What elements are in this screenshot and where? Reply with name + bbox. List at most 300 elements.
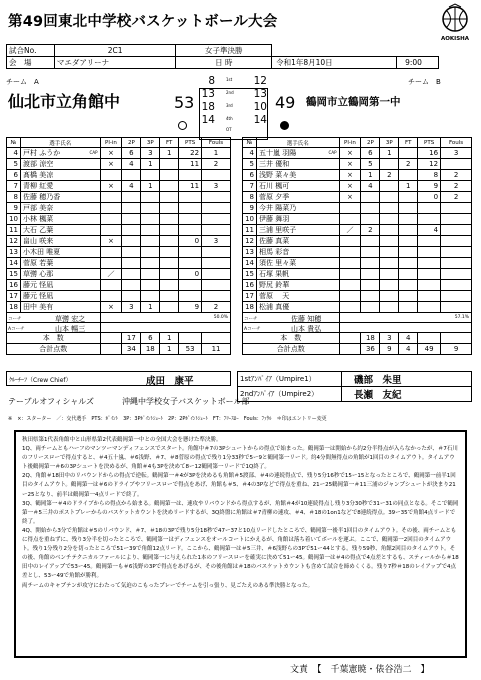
player-2p (361, 236, 380, 247)
venue: マエダアリーナ (54, 57, 176, 69)
player-name-cell (20, 170, 100, 181)
player-fouls (441, 203, 472, 214)
player-3p (380, 258, 399, 269)
header-ft: FT (399, 138, 418, 148)
player-3p (141, 247, 160, 258)
player-name: 石塚 果帆 (258, 270, 290, 278)
player-name: 三井 優和 (258, 160, 290, 168)
player-2p (122, 192, 141, 203)
player-name: 佐藤 真菜 (258, 237, 290, 245)
match-time: 9:00 (405, 58, 422, 67)
player-play-in (100, 192, 122, 203)
coach-label: コーチ (244, 316, 258, 322)
player-row (243, 225, 472, 236)
umpire1: 磯部 朱里 (342, 372, 472, 387)
player-pts (418, 269, 441, 280)
made-row (243, 333, 472, 344)
umpire2: 長瀬 友紀 (342, 387, 472, 402)
player-fouls (441, 302, 472, 313)
player-play-in (339, 214, 361, 225)
player-2p (122, 247, 141, 258)
player-no: 5 (7, 159, 21, 170)
player-row (7, 159, 231, 170)
player-row (7, 225, 231, 236)
stats-header-row (243, 138, 472, 148)
player-row (243, 258, 472, 269)
quarter-row (198, 88, 268, 101)
player-name-cell (256, 192, 339, 203)
player-2p: 4 (122, 181, 141, 192)
player-pts (179, 247, 202, 258)
datetime-label: 日 時 (176, 57, 272, 69)
player-name-cell (256, 269, 339, 280)
crew-chief-box (6, 371, 231, 386)
player-3p (380, 225, 399, 236)
game-report (14, 430, 467, 658)
player-row (243, 280, 472, 291)
player-name: 三浦 里咲子 (258, 226, 297, 234)
player-2p: 4 (122, 159, 141, 170)
player-no: 13 (7, 247, 21, 258)
player-3p: 2 (380, 170, 399, 181)
player-row (243, 170, 472, 181)
player-2p (122, 236, 141, 247)
player-3p (141, 280, 160, 291)
player-fouls (202, 291, 231, 302)
player-pts (179, 291, 202, 302)
player-name: 草彅 心那 (22, 270, 54, 278)
crew-chief: 成田 康平 (146, 376, 194, 387)
player-play-in: × (100, 148, 122, 159)
player-fouls (441, 258, 472, 269)
coach-a: 草彅 宏之 (55, 314, 86, 323)
quarter-row (198, 127, 268, 137)
quarter-a-score: 8 (208, 75, 215, 87)
player-no: 9 (243, 203, 257, 214)
player-2p (122, 225, 141, 236)
match-category: 女子準決勝 (176, 45, 272, 57)
player-ft (399, 192, 418, 203)
player-pts: 0 (179, 236, 202, 247)
player-play-in: × (339, 148, 361, 159)
player-3p (380, 181, 399, 192)
player-no: 13 (243, 247, 257, 258)
quarter-a-score: 13 (201, 88, 215, 100)
player-name: 髙橋 美凉 (22, 171, 54, 179)
made-a-ft: 1 (160, 333, 179, 344)
player-fouls (441, 280, 472, 291)
player-name: 菅原 天 (258, 292, 290, 300)
player-play-in (339, 203, 361, 214)
player-pts (179, 170, 202, 181)
legend-note: ※ ×：スターター ／：交代選手 PTS：ﾎﾟｲﾝﾄ 3P：3Pﾎﾟｲﾝﾄｼｭｰﾄ 2P：2Pﾎﾟｲﾝﾄｼｭｰﾄ FT：ﾌﾘｰｽﾛｰ Fouls：ﾌｧｳﾙ ＊印はエントリー変更 (8, 416, 327, 422)
player-name: 佐藤 穂乃香 (22, 193, 61, 201)
player-ft: 2 (399, 159, 418, 170)
player-play-in (100, 214, 122, 225)
player-name: 戸部 美奈 (22, 204, 54, 212)
player-play-in (339, 269, 361, 280)
player-row (7, 247, 231, 258)
player-2p (122, 258, 141, 269)
header-name: 選手氏名 (20, 138, 100, 148)
quarter-scores (198, 75, 268, 137)
player-no: 6 (243, 170, 257, 181)
player-name-cell (20, 247, 100, 258)
player-ft (160, 192, 179, 203)
total-row (243, 344, 472, 355)
player-pts (418, 291, 441, 302)
player-ft (399, 148, 418, 159)
total-a-pts: 53 (179, 344, 202, 355)
player-ft (160, 236, 179, 247)
player-name-cell (256, 181, 339, 192)
player-name-cell (256, 236, 339, 247)
player-name-cell (256, 170, 339, 181)
player-name-cell (256, 302, 339, 313)
player-fouls (202, 170, 231, 181)
player-3p (141, 170, 160, 181)
player-name: 須佐 里々菜 (258, 259, 297, 267)
player-3p (141, 203, 160, 214)
player-2p (122, 291, 141, 302)
player-fouls (202, 225, 231, 236)
player-2p (361, 258, 380, 269)
player-ft (160, 225, 179, 236)
player-no: 6 (7, 170, 21, 181)
player-name-cell (256, 247, 339, 258)
player-3p (380, 247, 399, 258)
player-2p (361, 192, 380, 203)
player-2p (361, 291, 380, 302)
header-pin: Pl-in (339, 138, 361, 148)
player-3p (380, 159, 399, 170)
player-2p (361, 203, 380, 214)
team-b-name: 鶴岡市立鶴岡第一中 (306, 96, 401, 108)
player-ft (399, 203, 418, 214)
player-row (243, 181, 472, 192)
player-ft (399, 280, 418, 291)
player-play-in (339, 302, 361, 313)
player-ft (399, 225, 418, 236)
match-date: 令和1年8月10日 (272, 57, 397, 68)
player-fouls (202, 214, 231, 225)
total-b-2p: 36 (361, 344, 380, 355)
table-officials: 沖縄中学校女子バスケットボール部 (122, 397, 250, 406)
player-2p (361, 269, 380, 280)
team-b-stats-table (242, 137, 472, 355)
player-name-cell (20, 203, 100, 214)
player-pts: 9 (418, 181, 441, 192)
team-b-score: 49 (275, 93, 296, 112)
player-3p (141, 291, 160, 302)
player-row (7, 203, 231, 214)
header-3p: 3P (380, 138, 399, 148)
player-name-cell (20, 236, 100, 247)
venue-label: 会 場 (7, 57, 55, 69)
player-pts (179, 258, 202, 269)
player-play-in (339, 236, 361, 247)
player-3p (380, 214, 399, 225)
player-name: 五十嵐 羽陽 (258, 149, 297, 157)
player-name: 小林 楓菜 (22, 215, 54, 223)
player-name: 伊藤 舞羽 (258, 215, 290, 223)
player-no: 17 (7, 291, 21, 302)
player-no: 11 (243, 225, 257, 236)
umpire2-label: 2ndｱﾝﾊﾟｲｱ（Umpire2） (238, 387, 342, 402)
header-pts: PTS (179, 138, 202, 148)
player-pts (418, 214, 441, 225)
player-no: 9 (7, 203, 21, 214)
player-name: 藤元 怪凪 (22, 281, 54, 289)
player-fouls: 1 (202, 148, 231, 159)
player-pts (179, 280, 202, 291)
player-2p: 3 (122, 302, 141, 313)
header-name: 選手氏名 (256, 138, 339, 148)
page-title: 第49回東北中学校バスケットボール大会 (8, 14, 278, 30)
made-a-2p: 17 (122, 333, 141, 344)
player-2p (361, 247, 380, 258)
team-a-score: 53 (174, 93, 195, 112)
player-name-cell (20, 148, 100, 159)
player-row (7, 258, 231, 269)
player-play-in (100, 247, 122, 258)
player-name-cell (20, 302, 100, 313)
player-name: 小木田 唯夏 (22, 248, 61, 256)
coach-a-pct: 50.0% (100, 313, 231, 323)
player-fouls: 2 (441, 170, 472, 181)
player-pts: 11 (179, 181, 202, 192)
match-no: 2C1 (54, 45, 176, 57)
report-paragraph: 両チームのキャプテンが攻守にわたって気迫のこもったプレーでチームを引っ張り、見ごたえのある準決勝となった。 (22, 582, 314, 589)
player-pts (179, 203, 202, 214)
player-2p (122, 280, 141, 291)
player-no: 15 (243, 269, 257, 280)
player-fouls (202, 280, 231, 291)
quarter-row (198, 114, 268, 127)
player-no: 4 (7, 148, 21, 159)
player-play-in: × (339, 192, 361, 203)
player-pts: 0 (418, 192, 441, 203)
header-no: № (243, 138, 257, 148)
player-play-in (100, 291, 122, 302)
player-ft (399, 269, 418, 280)
team-a-label: チーム A (6, 78, 39, 86)
player-ft (160, 170, 179, 181)
player-2p (122, 214, 141, 225)
player-fouls (441, 269, 472, 280)
player-name: 菅原 夕季 (258, 193, 290, 201)
player-ft (399, 291, 418, 302)
player-no: 14 (243, 258, 257, 269)
player-3p (141, 225, 160, 236)
header-2p: 2P (122, 138, 141, 148)
team-b-marker-icon (280, 121, 289, 130)
coach-b: 佐藤 知穂 (291, 314, 322, 323)
player-pts: 8 (418, 170, 441, 181)
player-fouls (441, 291, 472, 302)
player-row (7, 181, 231, 192)
player-row (243, 214, 472, 225)
player-no: 18 (243, 302, 257, 313)
player-play-in: × (339, 170, 361, 181)
player-no: 18 (7, 302, 21, 313)
player-pts (179, 192, 202, 203)
player-name: 戸村 ふうか (22, 149, 61, 157)
player-row (7, 302, 231, 313)
player-play-in (339, 247, 361, 258)
player-2p: 6 (122, 148, 141, 159)
player-name-cell (20, 280, 100, 291)
player-no: 12 (243, 236, 257, 247)
made-b-2p: 18 (361, 333, 380, 344)
player-pts: 16 (418, 148, 441, 159)
player-ft (160, 203, 179, 214)
player-name: 青柳 紅愛 (22, 182, 54, 190)
player-2p (361, 214, 380, 225)
umpire1-label: 1stｱﾝﾊﾟｲｱ（Umpire1） (238, 372, 342, 387)
player-name-cell (20, 159, 100, 170)
made-label: 本 数 (243, 333, 340, 344)
player-ft (160, 181, 179, 192)
player-play-in: ／ (100, 269, 122, 280)
player-3p: 3 (141, 148, 160, 159)
player-no: 8 (243, 192, 257, 203)
total-b-3p: 9 (380, 344, 399, 355)
player-3p (141, 236, 160, 247)
player-name-cell (256, 280, 339, 291)
quarter-a-score: 14 (201, 114, 215, 126)
acoach-row (243, 323, 472, 333)
player-3p: 1 (141, 302, 160, 313)
player-no: 10 (243, 214, 257, 225)
acoach-label: Aコーチ (8, 326, 25, 332)
acoach-label: Aコーチ (244, 326, 261, 332)
player-3p (141, 214, 160, 225)
player-play-in: × (100, 181, 122, 192)
player-2p: 6 (361, 148, 380, 159)
player-no: 15 (7, 269, 21, 280)
match-info-table (6, 44, 439, 69)
player-pts (179, 214, 202, 225)
player-2p (361, 280, 380, 291)
player-row (243, 236, 472, 247)
team-a-stats-table (6, 137, 231, 355)
player-fouls (202, 203, 231, 214)
player-pts (418, 247, 441, 258)
player-row (243, 269, 472, 280)
player-row (7, 214, 231, 225)
player-ft: 1 (160, 148, 179, 159)
player-play-in (100, 258, 122, 269)
player-pts: 11 (179, 159, 202, 170)
player-2p (122, 203, 141, 214)
player-play-in (100, 170, 122, 181)
player-2p: 4 (361, 181, 380, 192)
player-3p: 1 (141, 181, 160, 192)
captain-mark: CAP (89, 150, 98, 155)
player-play-in: × (100, 236, 122, 247)
coach-row (243, 313, 472, 323)
player-fouls: 2 (441, 181, 472, 192)
coach-b-pct: 57.1% (339, 313, 472, 323)
header-pts: PTS (418, 138, 441, 148)
made-a-3p: 6 (141, 333, 160, 344)
made-row (7, 333, 231, 344)
player-ft (160, 291, 179, 302)
player-name: 菅原 若葉 (22, 259, 54, 267)
player-name: 田中 美有 (22, 303, 54, 311)
total-label: 合計点数 (243, 344, 340, 355)
player-fouls (441, 225, 472, 236)
player-name-cell (256, 225, 339, 236)
player-3p (141, 192, 160, 203)
player-ft (160, 280, 179, 291)
player-fouls: 2 (202, 159, 231, 170)
player-3p (380, 302, 399, 313)
player-name: 大石 乙葉 (22, 226, 54, 234)
player-row (7, 291, 231, 302)
player-pts: 0 (179, 269, 202, 280)
player-name-cell (20, 192, 100, 203)
match-no-label: 試合No. (7, 45, 55, 57)
player-play-in (100, 203, 122, 214)
player-name-cell (256, 159, 339, 170)
stats-header-row (7, 138, 231, 148)
total-a-ft: 1 (160, 344, 179, 355)
player-no: 14 (7, 258, 21, 269)
player-name: 相馬 彩音 (258, 248, 290, 256)
player-2p: 1 (361, 170, 380, 181)
player-fouls (202, 192, 231, 203)
player-2p: 5 (361, 159, 380, 170)
player-row (7, 236, 231, 247)
player-name-cell (256, 258, 339, 269)
player-ft (160, 247, 179, 258)
quarter-row (198, 75, 268, 88)
crew-chief-label: ｸﾙｰﾁｰﾌ（Crew Chief） (9, 377, 72, 384)
player-no: 12 (7, 236, 21, 247)
coach-row (7, 313, 231, 323)
team-b-label: チーム B (408, 78, 441, 86)
player-3p (380, 203, 399, 214)
report-paragraph: 2Q、角館＃18田中のリバウンドからの得点で逆転。鶴岡第一＃4が3Pを決めるも角館＃5渡部、＃4の連続得点で、残り5分16秒で15ー15となったところで、鶴岡第一前半1回目のタイムアウト。鶴岡第一は＃6のドライブやフリースローで得点をあげ、角館も＃5、＃4の3Pなどで得点を重ね、21ー25鶴岡第一＃11三浦のジャンプシュートが決まり21ー25となり、前半は鶴岡第一4点リードで終了。 (22, 473, 456, 498)
player-name: 藤元 怪凪 (22, 292, 54, 300)
player-no: 7 (7, 181, 21, 192)
player-fouls: 3 (202, 236, 231, 247)
quarter-label: OT (226, 127, 232, 132)
player-row (243, 203, 472, 214)
made-b-ft: 4 (399, 333, 418, 344)
player-name-cell (256, 291, 339, 302)
player-no: 16 (7, 280, 21, 291)
player-play-in (339, 280, 361, 291)
player-play-in (100, 280, 122, 291)
author-credit: 文責 【 千葉憲暁・俵谷浩二 】 (290, 665, 430, 675)
player-play-in: × (339, 159, 361, 170)
player-fouls (441, 214, 472, 225)
player-pts (179, 225, 202, 236)
player-ft (399, 214, 418, 225)
basketball-logo-icon (437, 3, 473, 39)
total-b-fouls: 9 (441, 344, 472, 355)
player-no: 11 (7, 225, 21, 236)
total-label: 合計点数 (7, 344, 101, 355)
player-name-cell (20, 269, 100, 280)
quarter-b-score: 14 (253, 114, 267, 126)
report-paragraph: 秋田県第1代表角館中と山形県第2代表鶴岡第一中との全国大会を懸けた準決勝。 (22, 437, 222, 443)
quarter-a-score: 18 (201, 101, 215, 113)
player-3p: 1 (380, 148, 399, 159)
